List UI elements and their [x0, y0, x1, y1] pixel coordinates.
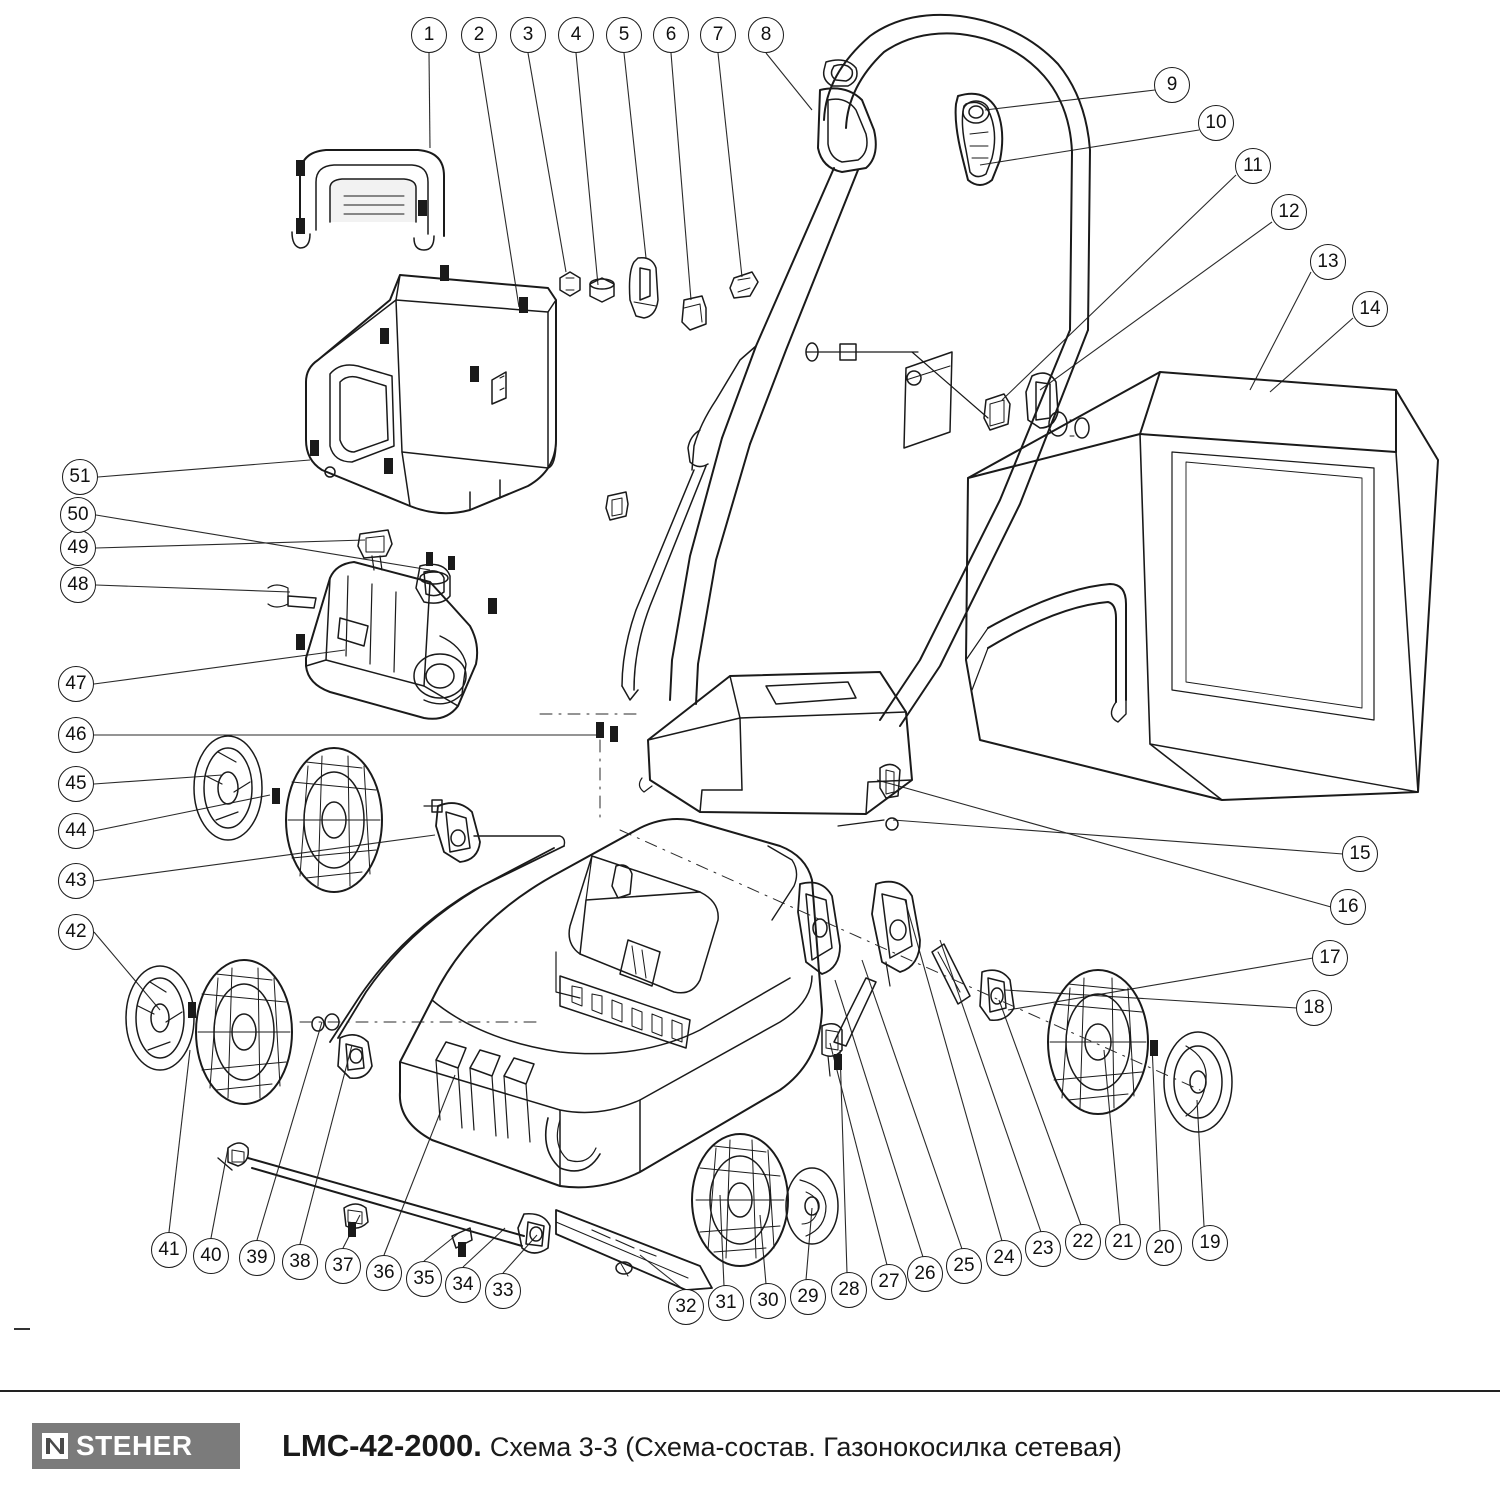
part-handle-bolt-assembly — [606, 343, 1089, 520]
callout-15[interactable]: 15 — [1342, 836, 1378, 872]
callout-50[interactable]: 50 — [60, 497, 96, 533]
footer — [0, 1392, 1500, 1500]
leader-line — [1152, 1045, 1160, 1231]
part-rear-left-wheel — [194, 736, 382, 892]
part-height-lever-left — [330, 800, 565, 1042]
leader-line — [98, 460, 310, 477]
callout-39[interactable]: 39 — [239, 1240, 275, 1276]
model-number: LMC-42-2000. — [282, 1428, 482, 1463]
callout-27[interactable]: 27 — [871, 1264, 907, 1300]
callout-34[interactable]: 34 — [445, 1267, 481, 1303]
part-motor-assembly — [268, 530, 618, 742]
callout-29[interactable]: 29 — [790, 1279, 826, 1315]
leader-line — [985, 90, 1155, 110]
callout-40[interactable]: 40 — [193, 1238, 229, 1274]
leader-line — [1008, 958, 1313, 1010]
callout-31[interactable]: 31 — [708, 1285, 744, 1321]
leader-line — [624, 53, 646, 258]
leader-line — [893, 820, 1343, 854]
callout-12[interactable]: 12 — [1271, 194, 1307, 230]
leader-line — [1005, 990, 1297, 1008]
footer-caption-block — [282, 1428, 1122, 1464]
callout-25[interactable]: 25 — [946, 1248, 982, 1284]
callout-42[interactable]: 42 — [58, 914, 94, 950]
callout-45[interactable]: 45 — [58, 766, 94, 802]
leader-line — [862, 960, 962, 1249]
leader-line — [1197, 1100, 1204, 1226]
leader-line — [718, 53, 742, 277]
callout-16[interactable]: 16 — [1330, 889, 1366, 925]
machine-illustration — [126, 15, 1438, 1290]
callout-24[interactable]: 24 — [986, 1240, 1022, 1276]
leader-line — [528, 53, 566, 272]
leader-line — [1104, 1050, 1120, 1225]
part-front-right-wheel — [692, 1134, 838, 1266]
callout-49[interactable]: 49 — [60, 530, 96, 566]
callout-7[interactable]: 7 — [700, 17, 736, 53]
callout-11[interactable]: 11 — [1235, 148, 1271, 184]
callout-1[interactable]: 1 — [411, 17, 447, 53]
part-rear-deck — [639, 672, 912, 830]
scheme-caption: Схема 3-3 (Схема-состав. Газонокосилка сетевая) — [489, 1432, 1122, 1462]
brand-logo — [32, 1423, 240, 1469]
callout-26[interactable]: 26 — [907, 1256, 943, 1292]
callout-23[interactable]: 23 — [1025, 1231, 1061, 1267]
part-grass-catcher — [966, 372, 1438, 800]
steher-logo-icon — [42, 1433, 68, 1459]
leader-line — [429, 53, 430, 148]
callout-19[interactable]: 19 — [1192, 1225, 1228, 1261]
callout-17[interactable]: 17 — [1312, 940, 1348, 976]
callout-4[interactable]: 4 — [558, 17, 594, 53]
callout-18[interactable]: 18 — [1296, 990, 1332, 1026]
callout-48[interactable]: 48 — [60, 567, 96, 603]
part-main-deck — [400, 819, 822, 1187]
leader-line — [94, 932, 160, 1010]
leader-line — [830, 1043, 887, 1265]
callout-35[interactable]: 35 — [406, 1261, 442, 1297]
leader-line — [96, 515, 430, 570]
callout-37[interactable]: 37 — [325, 1248, 361, 1284]
callout-2[interactable]: 2 — [461, 17, 497, 53]
callout-38[interactable]: 38 — [282, 1244, 318, 1280]
part-front-axle-and-fasteners — [218, 1014, 550, 1257]
callout-44[interactable]: 44 — [58, 813, 94, 849]
leader-line — [94, 835, 435, 881]
leader-line — [94, 795, 270, 831]
callout-5[interactable]: 5 — [606, 17, 642, 53]
leader-line — [835, 980, 923, 1257]
callout-32[interactable]: 32 — [668, 1289, 704, 1325]
callout-28[interactable]: 28 — [831, 1272, 867, 1308]
brand-name: STEHER — [76, 1430, 193, 1461]
leader-line — [840, 1050, 847, 1273]
callout-46[interactable]: 46 — [58, 717, 94, 753]
leader-line — [671, 53, 691, 300]
leader-line — [576, 53, 598, 285]
callout-13[interactable]: 13 — [1310, 244, 1346, 280]
part-right-levers — [798, 882, 1014, 1076]
callout-30[interactable]: 30 — [750, 1283, 786, 1319]
leader-line — [211, 1148, 228, 1238]
part-cable-and-rods — [622, 330, 1088, 726]
callout-8[interactable]: 8 — [748, 17, 784, 53]
leader-line — [766, 53, 812, 110]
leader-line — [720, 1195, 724, 1286]
callout-21[interactable]: 21 — [1105, 1224, 1141, 1260]
callout-10[interactable]: 10 — [1198, 105, 1234, 141]
callout-43[interactable]: 43 — [58, 863, 94, 899]
callout-6[interactable]: 6 — [653, 17, 689, 53]
part-small-fasteners — [560, 258, 758, 330]
part-handle-grip — [292, 150, 444, 250]
leader-line — [96, 540, 365, 548]
callout-22[interactable]: 22 — [1065, 1224, 1101, 1260]
callout-20[interactable]: 20 — [1146, 1230, 1182, 1266]
leader-line — [1002, 175, 1236, 400]
leader-line — [999, 1000, 1081, 1225]
leader-line — [463, 1228, 505, 1267]
callout-9[interactable]: 9 — [1154, 67, 1190, 103]
callout-41[interactable]: 41 — [151, 1232, 187, 1268]
leader-line — [96, 585, 290, 592]
leader-line — [1250, 272, 1311, 390]
leader-line — [479, 53, 519, 307]
callout-36[interactable]: 36 — [366, 1255, 402, 1291]
leader-line — [94, 775, 222, 784]
part-blade — [556, 1210, 712, 1290]
callout-47[interactable]: 47 — [58, 666, 94, 702]
callout-51[interactable]: 51 — [62, 459, 98, 495]
leader-line — [384, 1075, 455, 1255]
leader-line — [424, 1232, 460, 1261]
part-front-left-wheel — [126, 960, 292, 1104]
callout-3[interactable]: 3 — [510, 17, 546, 53]
leader-line — [169, 1050, 190, 1232]
callout-14[interactable]: 14 — [1352, 291, 1388, 327]
callout-33[interactable]: 33 — [485, 1273, 521, 1309]
